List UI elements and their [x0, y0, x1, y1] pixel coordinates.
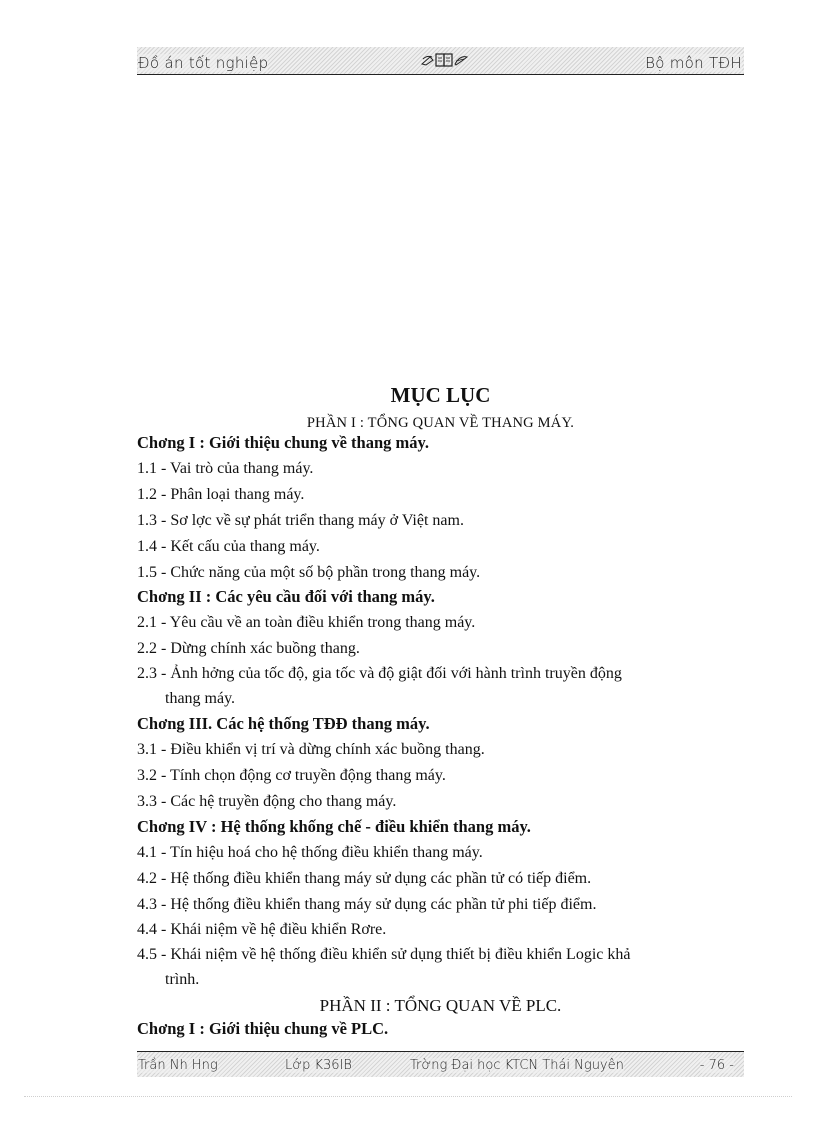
toc-item: 4.5 - Khái niệm về hệ thống điều khiển sử dụng thiết bị điều khiển Logic khả	[137, 946, 631, 963]
footer-class: Lớp K36IB	[285, 1058, 352, 1073]
toc-item: 4.2 - Hệ thống điều khiển thang máy sử dụng các phần tử có tiếp điểm.	[137, 870, 592, 887]
header-thesis-label: Đồ án tốt nghiệp	[138, 54, 269, 72]
footer-school: Trờng Đại học KTCN Thái Nguyên	[410, 1058, 624, 1073]
toc-item: 3.2 - Tính chọn động cơ truyền động thang máy.	[137, 767, 446, 784]
toc-item: 1.5 - Chức năng của một số bộ phần trong thang máy.	[137, 564, 481, 581]
book-pen-ornament-icon	[420, 51, 470, 69]
toc-chapter-2: Chơng II : Các yêu cầu đối với thang máy.	[137, 587, 435, 606]
toc-item: 1.2 - Phân loại thang máy.	[137, 486, 305, 503]
toc-item: 2.1 - Yêu cầu về an toàn điều khiển trong thang máy.	[137, 614, 476, 631]
toc-item: 1.1 - Vai trò của thang máy.	[137, 460, 314, 477]
toc-item: 2.3 - Ảnh hởng của tốc độ, gia tốc và độ giật đối với hành trình truyền động	[137, 665, 622, 682]
toc-chapter-3: Chơng III. Các hệ thống TĐĐ thang máy.	[137, 714, 430, 733]
toc-title: MỤC LỤC	[390, 383, 491, 407]
footer-author: Trần Nh Hng	[138, 1058, 218, 1073]
toc-item: 4.3 - Hệ thống điều khiển thang máy sử dụng các phần tử phi tiếp điểm.	[137, 896, 597, 913]
toc-item-continuation: trình.	[165, 971, 200, 988]
toc-chapter-1: Chơng I : Giới thiệu chung về thang máy.	[137, 433, 429, 452]
toc-item-continuation: thang máy.	[165, 690, 236, 707]
toc-item: 2.2 - Dừng chính xác buồng thang.	[137, 640, 360, 657]
page-footer	[137, 1051, 744, 1077]
header-department-label: Bộ môn TĐH	[645, 54, 742, 72]
toc-part-2-chapter-1: Chơng I : Giới thiệu chung về PLC.	[137, 1019, 389, 1038]
toc-item: 4.4 - Khái niệm về hệ điều khiển Rơre.	[137, 921, 387, 938]
page-header	[137, 47, 744, 75]
toc-chapter-4: Chơng IV : Hệ thống khống chế - điều khiển thang máy.	[137, 817, 531, 836]
part-2-heading: PHẦN II : TỔNG QUAN VỀ PLC.	[319, 996, 562, 1015]
toc-item: 3.1 - Điều khiển vị trí và dừng chính xác buồng thang.	[137, 741, 485, 758]
toc-item: 1.3 - Sơ lợc về sự phát triển thang máy ở Việt nam.	[137, 512, 464, 529]
footer-page-number: - 76 -	[699, 1058, 734, 1073]
toc-item: 3.3 - Các hệ truyền động cho thang máy.	[137, 793, 397, 810]
toc-item: 4.1 - Tín hiệu hoá cho hệ thống điều khiển thang máy.	[137, 844, 483, 861]
part-1-heading: PHẦN I : TỔNG QUAN VỀ THANG MÁY.	[306, 415, 575, 431]
toc-item: 1.4 - Kết cấu của thang máy.	[137, 538, 320, 555]
page-bottom-dotted-border	[24, 1096, 792, 1097]
